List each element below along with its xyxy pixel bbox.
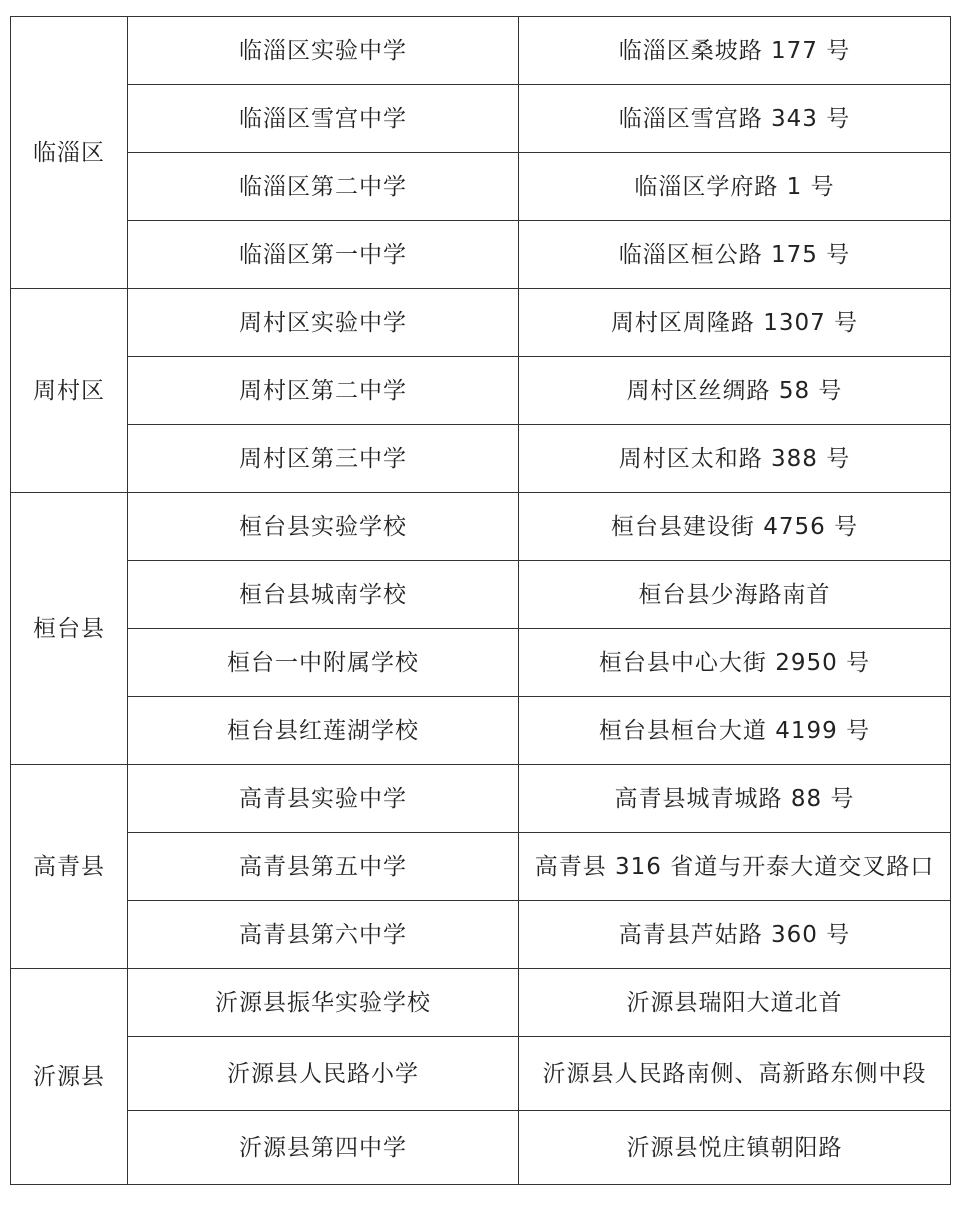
district-cell: 周村区 <box>11 289 128 493</box>
school-cell: 沂源县人民路小学 <box>128 1037 519 1111</box>
address-cell: 桓台县桓台大道 4199 号 <box>519 697 951 765</box>
address-cell: 高青县城青城路 88 号 <box>519 765 951 833</box>
table-row <box>11 901 951 969</box>
table-row <box>11 1111 951 1185</box>
address-cell: 高青县芦姑路 360 号 <box>519 901 951 969</box>
table-row <box>11 221 951 289</box>
address-cell: 桓台县建设街 4756 号 <box>519 493 951 561</box>
school-cell: 周村区第三中学 <box>128 425 519 493</box>
school-cell: 周村区第二中学 <box>128 357 519 425</box>
address-cell: 临淄区桓公路 175 号 <box>519 221 951 289</box>
address-cell: 沂源县悦庄镇朝阳路 <box>519 1111 951 1185</box>
address-cell: 沂源县瑞阳大道北首 <box>519 969 951 1037</box>
school-cell: 沂源县第四中学 <box>128 1111 519 1185</box>
address-cell: 周村区丝绸路 58 号 <box>519 357 951 425</box>
school-cell: 高青县第五中学 <box>128 833 519 901</box>
school-cell: 高青县第六中学 <box>128 901 519 969</box>
school-cell: 高青县实验中学 <box>128 765 519 833</box>
table-row <box>11 425 951 493</box>
address-cell: 临淄区学府路 1 号 <box>519 153 951 221</box>
table-row <box>11 17 951 85</box>
school-cell: 临淄区第一中学 <box>128 221 519 289</box>
table-row <box>11 153 951 221</box>
table-row <box>11 561 951 629</box>
address-cell: 桓台县中心大街 2950 号 <box>519 629 951 697</box>
table-row <box>11 969 951 1037</box>
school-cell: 桓台县城南学校 <box>128 561 519 629</box>
district-cell: 高青县 <box>11 765 128 969</box>
school-cell: 临淄区雪宫中学 <box>128 85 519 153</box>
district-cell: 沂源县 <box>11 969 128 1185</box>
table-row <box>11 833 951 901</box>
address-cell: 周村区太和路 388 号 <box>519 425 951 493</box>
school-cell: 桓台县实验学校 <box>128 493 519 561</box>
school-cell: 临淄区实验中学 <box>128 17 519 85</box>
address-cell: 高青县 316 省道与开泰大道交叉路口 <box>519 833 951 901</box>
address-cell: 桓台县少海路南首 <box>519 561 951 629</box>
address-cell: 临淄区桑坡路 177 号 <box>519 17 951 85</box>
table-row <box>11 289 951 357</box>
table-row <box>11 357 951 425</box>
school-cell: 桓台县红莲湖学校 <box>128 697 519 765</box>
table-row <box>11 697 951 765</box>
table-row <box>11 629 951 697</box>
table-row <box>11 765 951 833</box>
table-row <box>11 1037 951 1111</box>
table-row <box>11 493 951 561</box>
school-address-table <box>10 16 951 1185</box>
school-cell: 桓台一中附属学校 <box>128 629 519 697</box>
address-cell: 临淄区雪宫路 343 号 <box>519 85 951 153</box>
district-cell: 临淄区 <box>11 17 128 289</box>
district-cell: 桓台县 <box>11 493 128 765</box>
school-cell: 周村区实验中学 <box>128 289 519 357</box>
school-cell: 临淄区第二中学 <box>128 153 519 221</box>
table-row <box>11 85 951 153</box>
address-cell: 周村区周隆路 1307 号 <box>519 289 951 357</box>
school-table-container <box>10 16 951 1185</box>
school-cell: 沂源县振华实验学校 <box>128 969 519 1037</box>
address-cell: 沂源县人民路南侧、高新路东侧中段 <box>519 1037 951 1111</box>
